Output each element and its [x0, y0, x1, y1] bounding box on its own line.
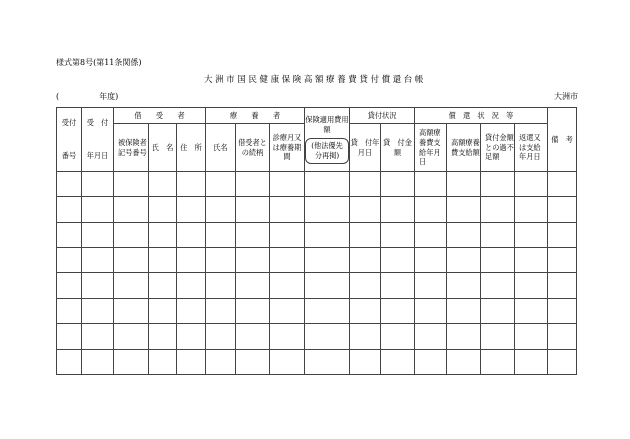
ledger-cell: [381, 298, 415, 323]
ledger-cell: [515, 324, 548, 349]
ledger-cell: [57, 171, 82, 196]
form-number: 様式第8号(第11条関係): [56, 58, 142, 67]
ledger-cell: [270, 349, 305, 374]
ledger-cell: [381, 197, 415, 222]
benefit-amount-header: 高額療養費支給額: [447, 124, 481, 172]
ledger-cell: [515, 222, 548, 247]
borrower-group-header: 借 受 者: [114, 108, 206, 124]
ledger-cell: [381, 222, 415, 247]
receipt-number-header: [57, 108, 82, 172]
ledger-cell: [305, 273, 350, 298]
ledger-cell: [515, 298, 548, 323]
ledger-cell: [206, 222, 236, 247]
patient-group-header: 療 養 者: [206, 108, 305, 124]
ledger-cell: [447, 298, 481, 323]
ledger-cell: [177, 349, 206, 374]
ledger-cell: [481, 324, 515, 349]
ledger-row: [57, 171, 577, 196]
ledger-cell: [415, 349, 447, 374]
ledger-cell: [447, 349, 481, 374]
ledger-cell: [415, 273, 447, 298]
ledger-cell: [305, 222, 350, 247]
ledger-cell: [57, 298, 82, 323]
loan-group-header: 貸付状況: [350, 108, 415, 124]
ledger-cell: [415, 298, 447, 323]
ledger-cell: [206, 273, 236, 298]
ledger-cell: [481, 171, 515, 196]
ledger-cell: [548, 273, 577, 298]
ledger-cell: [481, 222, 515, 247]
city-name: 大洲市: [554, 92, 578, 101]
insured-number-header: 被保険者記号番号: [114, 124, 149, 172]
ledger-cell: [236, 197, 270, 222]
ledger-cell: [481, 273, 515, 298]
ledger-cell: [114, 349, 149, 374]
ledger-cell: [381, 349, 415, 374]
remarks-header: 備 考: [548, 108, 577, 172]
ledger-cell: [270, 222, 305, 247]
treatment-period-header: 診療月又は療養期間: [270, 124, 305, 172]
ledger-cell: [236, 248, 270, 273]
ledger-cell: [206, 324, 236, 349]
ledger-cell: [57, 324, 82, 349]
ledger-cell: [381, 324, 415, 349]
ledger-cell: [236, 222, 270, 247]
insurance-cost-label: 保険適用費用額: [305, 115, 349, 134]
receipt-number-label-bottom: 番号: [61, 151, 77, 161]
ledger-cell: [149, 248, 177, 273]
ledger-row: [57, 324, 577, 349]
ledger-table: [56, 107, 577, 375]
ledger-cell: [381, 248, 415, 273]
ledger-row: [57, 197, 577, 222]
ledger-cell: [270, 171, 305, 196]
ledger-cell: [350, 171, 381, 196]
ledger-cell: [515, 197, 548, 222]
ledger-cell: [305, 324, 350, 349]
loan-amount-header: 貸 付金 額: [381, 124, 415, 172]
ledger-cell: [350, 197, 381, 222]
return-date-header: 返還又は支給年月日: [515, 124, 548, 172]
ledger-cell: [350, 248, 381, 273]
borrower-name-header: 氏 名: [149, 124, 177, 172]
ledger-cell: [114, 298, 149, 323]
ledger-cell: [447, 324, 481, 349]
ledger-cell: [236, 349, 270, 374]
ledger-cell: [515, 349, 548, 374]
ledger-row: [57, 273, 577, 298]
ledger-cell: [515, 248, 548, 273]
ledger-cell: [206, 248, 236, 273]
ledger-cell: [57, 349, 82, 374]
ledger-cell: [515, 273, 548, 298]
fiscal-year-label: ( 年度): [56, 92, 119, 101]
ledger-cell: [82, 197, 114, 222]
ledger-cell: [177, 222, 206, 247]
ledger-cell: [82, 324, 114, 349]
receipt-date-header: [82, 108, 114, 172]
ledger-cell: [149, 324, 177, 349]
ledger-cell: [350, 298, 381, 323]
receipt-number-label-top: 受付: [61, 118, 77, 127]
ledger-cell: [548, 171, 577, 196]
receipt-date-label-top: 受 付: [86, 118, 109, 127]
ledger-cell: [305, 171, 350, 196]
borrower-address-header: 住 所: [177, 124, 206, 172]
ledger-cell: [447, 197, 481, 222]
ledger-cell: [350, 273, 381, 298]
repayment-group-header: 償 還 状 況 等: [415, 108, 548, 124]
ledger-cell: [114, 273, 149, 298]
ledger-cell: [270, 298, 305, 323]
ledger-cell: [548, 324, 577, 349]
ledger-cell: [206, 197, 236, 222]
ledger-cell: [114, 222, 149, 247]
ledger-cell: [82, 222, 114, 247]
ledger-cell: [236, 273, 270, 298]
ledger-cell: [350, 324, 381, 349]
ledger-cell: [236, 171, 270, 196]
ledger-cell: [177, 324, 206, 349]
ledger-cell: [206, 349, 236, 374]
ledger-cell: [270, 324, 305, 349]
ledger-cell: [447, 248, 481, 273]
ledger-cell: [114, 324, 149, 349]
receipt-date-label-bottom: 年月日: [86, 151, 109, 161]
ledger-cell: [350, 222, 381, 247]
ledger-cell: [548, 222, 577, 247]
ledger-cell: [57, 248, 82, 273]
ledger-cell: [82, 171, 114, 196]
ledger-cell: [177, 248, 206, 273]
ledger-cell: [481, 298, 515, 323]
ledger-cell: [415, 248, 447, 273]
ledger-cell: [415, 222, 447, 247]
ledger-cell: [57, 273, 82, 298]
ledger-cell: [548, 298, 577, 323]
difference-header: 貸付金額との過不足額: [481, 124, 515, 172]
ledger-cell: [149, 273, 177, 298]
ledger-cell: [447, 222, 481, 247]
ledger-cell: [415, 171, 447, 196]
ledger-row: [57, 222, 577, 247]
patient-name-header: 氏名: [206, 124, 236, 172]
benefit-date-header: 高額療養費支給年月日: [415, 124, 447, 172]
ledger-cell: [381, 273, 415, 298]
ledger-cell: [206, 171, 236, 196]
ledger-cell: [114, 248, 149, 273]
ledger-row: [57, 349, 577, 374]
ledger-cell: [149, 222, 177, 247]
ledger-cell: [149, 298, 177, 323]
ledger-cell: [149, 171, 177, 196]
ledger-row: [57, 298, 577, 323]
ledger-cell: [82, 298, 114, 323]
ledger-cell: [82, 349, 114, 374]
ledger-cell: [82, 248, 114, 273]
ledger-cell: [206, 298, 236, 323]
loan-date-header: 貸 付年月日: [350, 124, 381, 172]
ledger-cell: [481, 248, 515, 273]
ledger-cell: [548, 248, 577, 273]
ledger-cell: [305, 248, 350, 273]
ledger-cell: [548, 197, 577, 222]
ledger-cell: [305, 197, 350, 222]
ledger-cell: [270, 248, 305, 273]
ledger-cell: [350, 349, 381, 374]
ledger-cell: [177, 197, 206, 222]
ledger-cell: [82, 273, 114, 298]
document-title: 大洲市国民健康保険高額療養費貸付償還台帳: [203, 75, 426, 85]
ledger-cell: [305, 298, 350, 323]
ledger-cell: [270, 273, 305, 298]
ledger-cell: [177, 298, 206, 323]
insurance-note: (他法優先分再掲): [305, 138, 349, 164]
ledger-cell: [481, 197, 515, 222]
ledger-cell: [447, 273, 481, 298]
ledger-cell: [236, 298, 270, 323]
ledger-cell: [57, 222, 82, 247]
ledger-cell: [548, 349, 577, 374]
ledger-cell: [114, 197, 149, 222]
ledger-cell: [177, 171, 206, 196]
ledger-cell: [114, 171, 149, 196]
ledger-cell: [149, 349, 177, 374]
ledger-cell: [381, 171, 415, 196]
ledger-cell: [270, 197, 305, 222]
ledger-cell: [415, 197, 447, 222]
relationship-header: 借受者との続柄: [236, 124, 270, 172]
ledger-cell: [177, 273, 206, 298]
ledger-row: [57, 248, 577, 273]
ledger-cell: [236, 324, 270, 349]
ledger-cell: [149, 197, 177, 222]
insurance-cost-header: [305, 108, 350, 172]
ledger-cell: [57, 197, 82, 222]
ledger-cell: [515, 171, 548, 196]
ledger-cell: [447, 171, 481, 196]
ledger-cell: [415, 324, 447, 349]
ledger-cell: [305, 349, 350, 374]
ledger-cell: [481, 349, 515, 374]
